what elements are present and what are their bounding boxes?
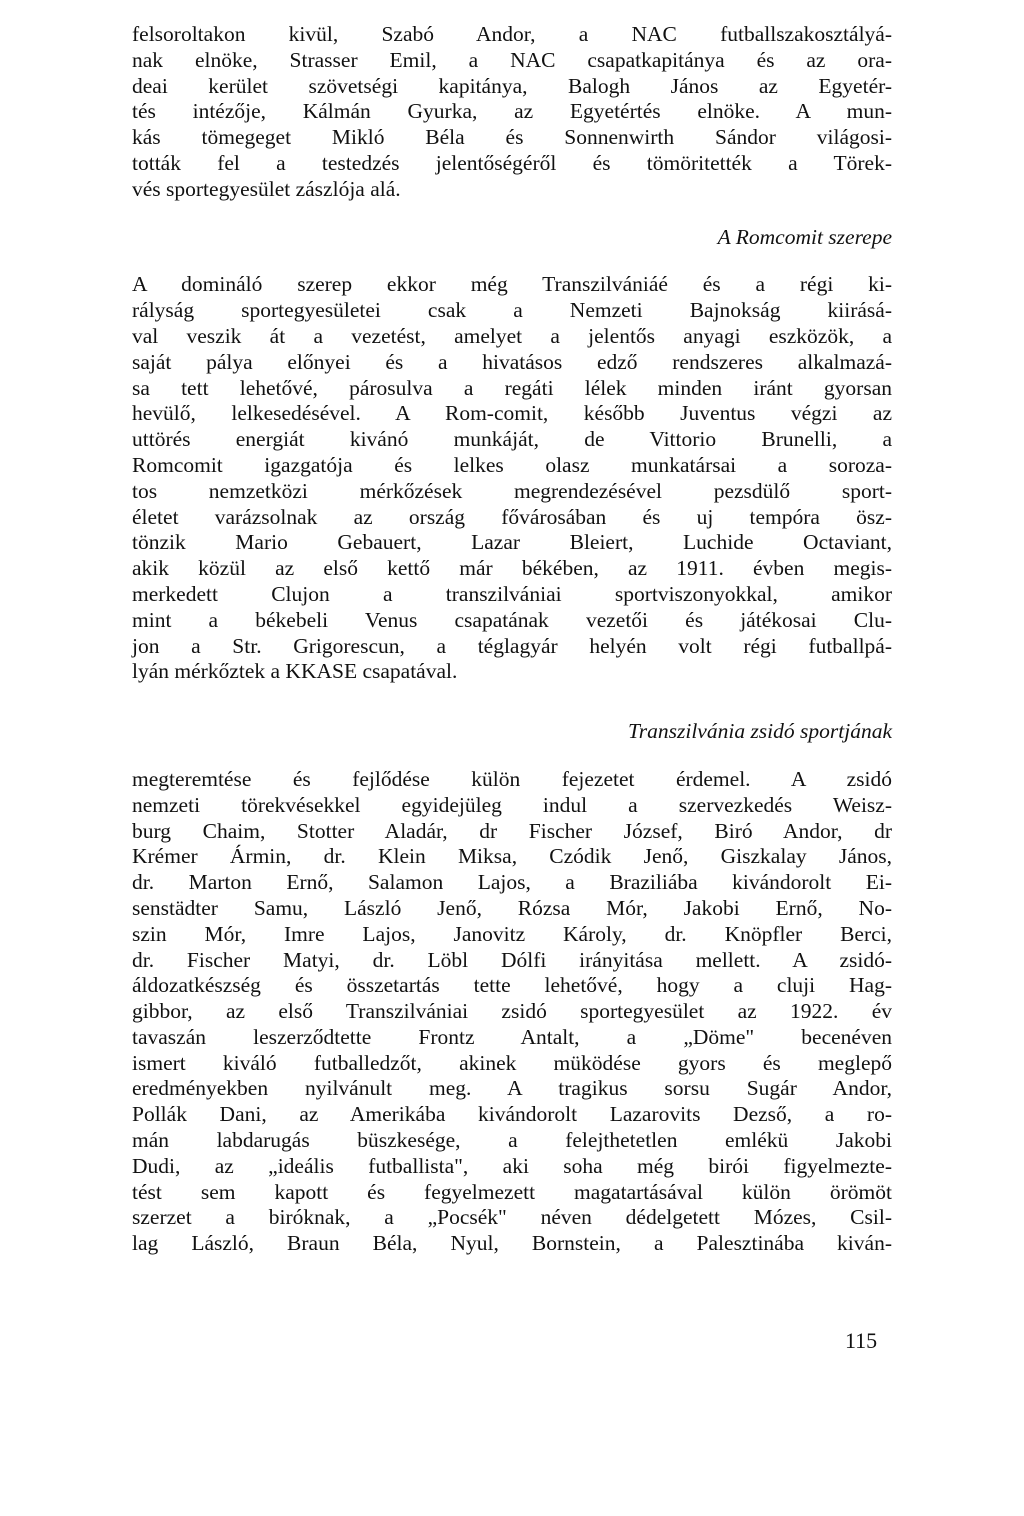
text-line: ismert kiváló futballedzőt, akinek müködése gyors és meglepő [132, 1050, 892, 1075]
text-line: mán labdarugás büszkesége, a felejthetetlen emlékü Jakobi [132, 1128, 892, 1153]
text-line: tönzik Mario Gebauert, Lazar Bleiert, Luchide Octaviant, [132, 530, 892, 555]
text-line: tést sem kapott és fegyelmezett magatartásával külön örömöt [132, 1179, 892, 1204]
paragraph-2 [132, 272, 892, 685]
text-line: Pollák Dani, az Amerikába kivándorolt Lazarovits Dezső, a ro- [132, 1102, 892, 1127]
text-line: felsoroltakon kivül, Szabó Andor, a NAC futballszakosztályá- [132, 22, 892, 46]
text-line: rályság sportegyesületei csak a Nemzeti Bajnokság kiirásá- [132, 298, 892, 323]
text-line: merkedett Clujon a transzilvániai sportviszonyokkal, amikor [132, 581, 892, 606]
text-line: tés intézője, Kálmán Gyurka, az Egyetértés elnöke. A mun- [132, 99, 892, 124]
text-line: gibbor, az első Transzilvániai zsidó sportegyesület az 1922. év [132, 999, 892, 1024]
text-line: áldozatkészség és összetartás tette lehetővé, hogy a cluji Hag- [132, 973, 892, 998]
text-line: szin Mór, Imre Lajos, Janovitz Károly, dr. Knöpfler Berci, [132, 921, 892, 946]
text-line: Dudi, az „ideális futballista", aki soha még birói figyelmezte- [132, 1153, 892, 1178]
text-line: jon a Str. Grigorescun, a téglagyár helyén volt régi futballpá- [132, 633, 892, 658]
text-line: tos nemzetközi mérkőzések megrendezésével pezsdülő sport- [132, 478, 892, 503]
text-line: kás tömegeget Mikló Béla és Sonnenwirth Sándor világosi- [132, 125, 892, 150]
text-line: burg Chaim, Stotter Aladár, dr Fischer József, Biró Andor, dr [132, 818, 892, 843]
text-line: vés sportegyesület zászlója alá. [132, 176, 401, 201]
text-line: deai kerület szövetségi kapitánya, Balogh János az Egyetér- [132, 73, 892, 98]
text-line: dr. Marton Ernő, Salamon Lajos, a Braziliába kivándorolt Ei- [132, 870, 892, 895]
text-line: dr. Fischer Matyi, dr. Löbl Dólfi irányitása mellett. A zsidó- [132, 947, 892, 972]
text-line: Krémer Ármin, dr. Klein Miksa, Czódik Jenő, Giszkalay János, [132, 844, 892, 869]
text-line: uttörés energiát kivánó munkáját, de Vittorio Brunelli, a [132, 427, 892, 452]
text-line: saját pálya előnyei és a hivatásos edző rendszeres alkalmazá- [132, 349, 892, 374]
text-line: sa tett lehetővé, párosulva a regáti lélek minden iránt gyorsan [132, 375, 892, 400]
text-line: tavaszán leszerződtette Frontz Antalt, a „Döme" becenéven [132, 1024, 892, 1049]
paragraph-3 [132, 767, 892, 1257]
text-line: megteremtése és fejlődése külön fejezetet érdemel. A zsidó [132, 766, 892, 791]
paragraph-1 [132, 22, 892, 203]
text-line: életet varázsolnak az ország fővárosában és uj tempóra ösz- [132, 504, 892, 529]
text-line: eredményekben nyilvánult meg. A tragikus sorsu Sugár Andor, [132, 1076, 892, 1101]
text-line: val veszik át a vezetést, amelyet a jelentős anyagi eszközök, a [132, 323, 892, 348]
text-line: akik közül az első kettő már békében, az 1911. évben megis- [132, 556, 892, 581]
text-line: szerzet a biróknak, a „Pocsék" néven dédelgetett Mózes, Csil- [132, 1205, 892, 1230]
page-number: 115 [845, 1328, 878, 1353]
text-line: Romcomit igazgatója és lelkes olasz munkatársai a soroza- [132, 452, 892, 477]
text-line: hevülő, lelkesedésével. A Rom-comit, később Juventus végzi az [132, 401, 892, 426]
text-line: lyán mérkőztek a KKASE csapatával. [132, 659, 458, 684]
text-line: lag László, Braun Béla, Nyul, Bornstein, a Palesztinába kiván- [132, 1231, 892, 1256]
section-heading-transzilvania: Transzilvánia zsidó sportjának [627, 719, 892, 744]
text-line: nemzeti törekvésekkel egyidejüleg indul a szervezkedés Weisz- [132, 792, 892, 817]
text-line: A domináló szerep ekkor még Transzilvániáé és a régi ki- [132, 272, 892, 297]
section-heading-romcomit: A Romcomit szerepe [717, 224, 892, 249]
text-line: nak elnöke, Strasser Emil, a NAC csapatkapitánya és az ora- [132, 47, 892, 72]
text-line: mint a békebeli Venus csapatának vezetői és játékosai Clu- [132, 607, 892, 632]
text-line: senstädter Samu, László Jenő, Rózsa Mór, Jakobi Ernő, No- [132, 895, 892, 920]
page-body [132, 22, 892, 1257]
text-line: tották fel a testedzés jelentőségéről és tömöritették a Törek- [132, 150, 892, 175]
